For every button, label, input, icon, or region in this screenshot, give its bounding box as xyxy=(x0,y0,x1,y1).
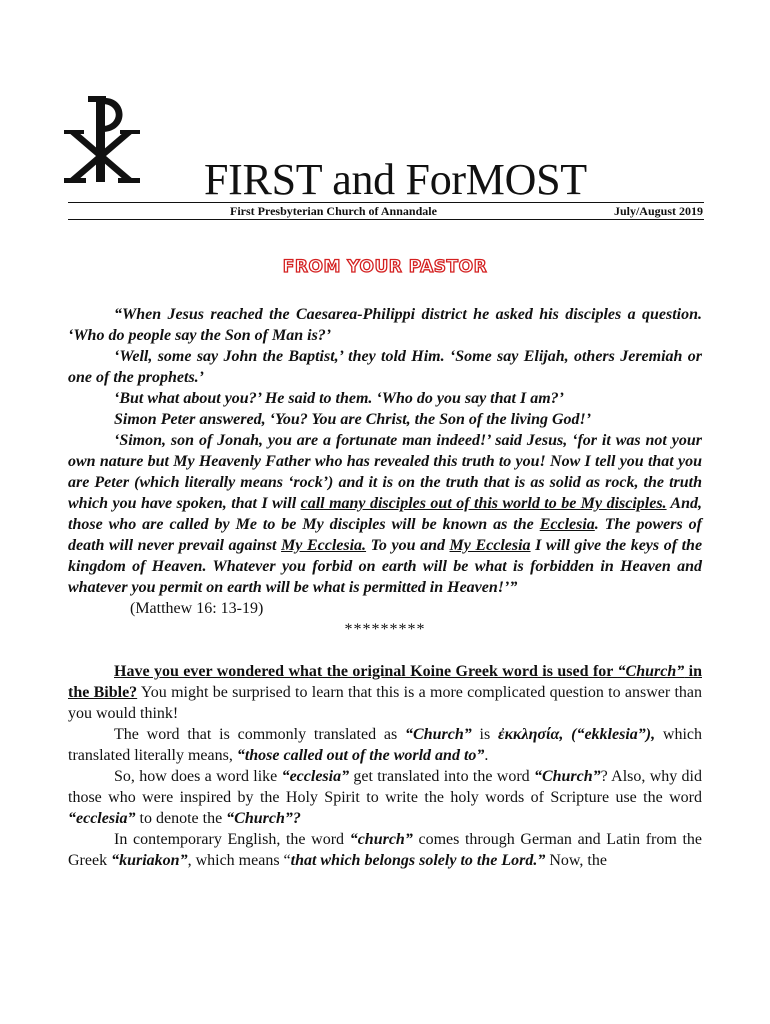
underlined-text: My Ecclesia. xyxy=(281,537,367,554)
text-span: “those called out of the world and to” xyxy=(236,747,485,764)
text-span: “Church”? xyxy=(226,810,301,827)
article-body xyxy=(68,304,702,871)
header-rule-top xyxy=(68,202,704,203)
article-paragraph xyxy=(68,661,702,724)
underlined-text: call many disciples out of this world to be My disciples. xyxy=(300,495,667,512)
text-span: “Church” xyxy=(617,663,685,680)
text-span: , which means “ xyxy=(187,852,291,869)
text-span: . The powers of death will never prevail against xyxy=(68,516,703,554)
chi-rho-logo xyxy=(64,94,140,186)
text-span: to denote the xyxy=(135,810,227,827)
text-span: that which belongs solely to the Lord.” xyxy=(290,852,546,869)
text-span: is xyxy=(471,726,498,743)
spacer xyxy=(68,640,702,661)
text-span: ἐκκλησία, (“ekklesia”), xyxy=(498,726,656,743)
text-span: “Church” xyxy=(405,726,472,743)
text-span: Now, the xyxy=(545,852,607,869)
text-span: . xyxy=(484,747,489,764)
issue-date: July/August 2019 xyxy=(613,204,703,218)
article-paragraph xyxy=(68,766,702,829)
header-rule-bottom xyxy=(68,219,704,220)
text-span: ? Also, why did those who were inspired by the Holy Spirit to write the holy words of Scripture use the word xyxy=(68,768,702,806)
text-span: In contemporary English, the word xyxy=(114,831,350,848)
scripture-paragraph: Simon Peter answered, ‘You? You are Christ, the Son of the living God!’ xyxy=(114,411,592,428)
text-span: To you and xyxy=(366,537,450,554)
church-name: First Presbyterian Church of Annandale xyxy=(230,204,437,218)
text-span: “kuriakon” xyxy=(111,852,188,869)
text-span: The word that is commonly translated as xyxy=(114,726,406,743)
text-span: And, those who are called by Me to be My disciples will be known as the xyxy=(68,495,703,533)
scripture-paragraph: ‘Well, some say John the Baptist,’ they told Him. ‘Some say Elijah, others Jeremiah or one of the prophets.’ xyxy=(68,348,702,386)
text-span: “ecclesia” xyxy=(281,768,350,785)
text-span: ‘Simon, son of Jonah, you are a fortunate man indeed!’ said Jesus, ‘for it was not your own nature but My Heavenly Father who has revealed this truth to you! Now I tell you that you are Peter (which literally means ‘rock’) and it is on the truth that is as solid as rock, the truth which you have spoken, that I will xyxy=(68,432,702,512)
underlined-text: Ecclesia xyxy=(539,516,595,533)
text-span: comes through German and Latin from the Greek xyxy=(68,831,702,869)
scripture-paragraph: ‘But what about you?’ He said to them. ‘Who do you say that I am?’ xyxy=(114,390,564,407)
text-span: So, how does a word like xyxy=(114,768,282,785)
scripture-reference: (Matthew 16: 13-19) xyxy=(130,600,264,617)
text-span: Have you ever wondered what the original Koine Greek word is used for xyxy=(114,663,618,680)
underlined-text: My Ecclesia xyxy=(449,537,531,554)
text-span: which translated literally means, xyxy=(68,726,703,764)
text-span: “Church” xyxy=(533,768,601,785)
article-paragraph xyxy=(68,829,702,871)
article-paragraph xyxy=(68,724,702,766)
text-span: I will give the keys of the kingdom of Heaven. Whatever you forbid on earth will be what is forbidden in Heaven and whatever you permit on earth will be what is permitted in Heaven!’” xyxy=(68,537,703,596)
text-span: get translated into the word xyxy=(349,768,534,785)
text-span: “church” xyxy=(349,831,413,848)
section-heading: FROM YOUR PASTOR xyxy=(282,257,488,277)
scripture-paragraph: “When Jesus reached the Caesarea-Philippi district he asked his disciples a question. ‘Who do people say the Son of Man is?’ xyxy=(68,306,702,344)
separator: ********* xyxy=(344,621,426,638)
text-span: You might be surprised to learn that this is a more complicated question to answer than you would think! xyxy=(68,684,703,722)
scripture-paragraph xyxy=(68,430,702,598)
text-span: in the Bible? xyxy=(68,663,702,701)
text-span: “ecclesia” xyxy=(68,810,136,827)
newsletter-title: FIRST and ForMOST xyxy=(204,155,587,204)
